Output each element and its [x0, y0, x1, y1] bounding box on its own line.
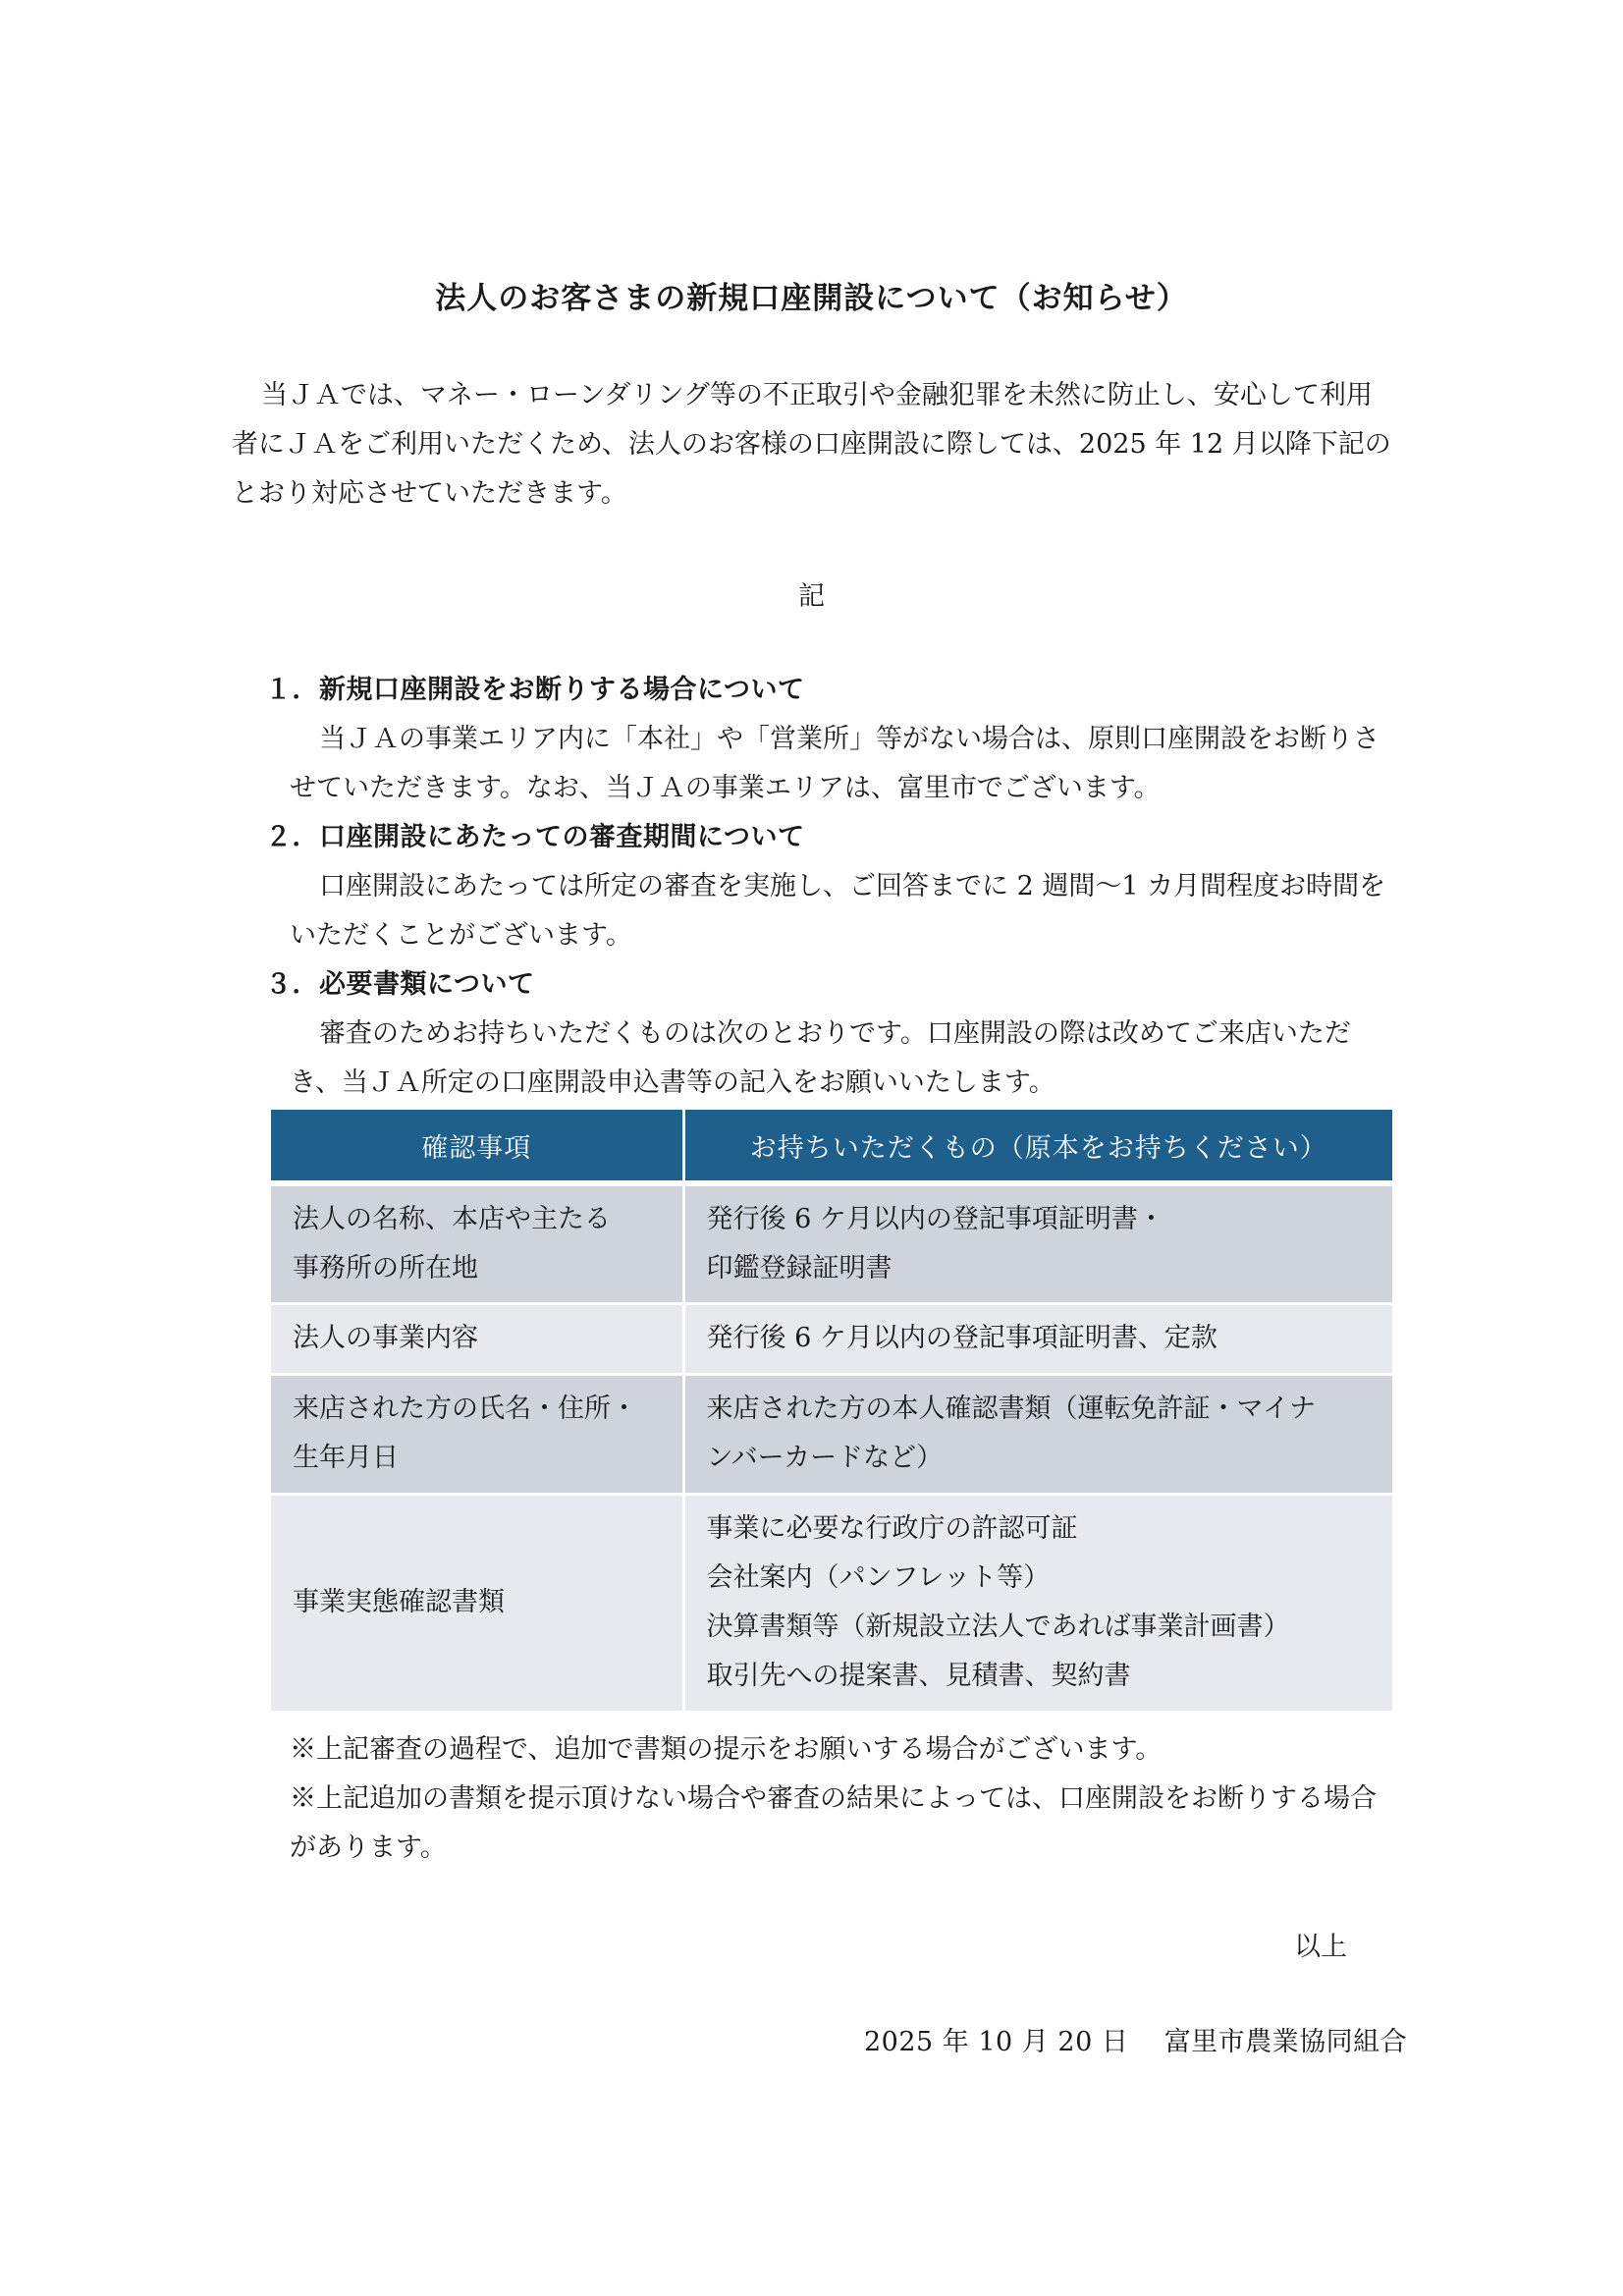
section-heading-1: １．新規口座開設をお断りする場合について [265, 675, 805, 705]
section-body-1: 当ＪＡの事業エリア内に「本社」や「営業所」等がない場合は、原則口座開設をお断りさせていただきます。なお、当ＪＡの事業エリアは、富里市でございます。 [290, 724, 1380, 803]
table-cell-item [271, 1494, 683, 1712]
table-header-documents: お持ちいただくもの（原本をお持ちください） [683, 1110, 1392, 1183]
note-2: ※上記追加の書類を提示頂けない場合や審査の結果によっては、口座開設をお断りする場合があります。 [290, 1783, 1377, 1863]
cell-line: ンバーカードなど） [706, 1443, 944, 1473]
required-documents-table [271, 1110, 1392, 1714]
section-heading-3: ３．必要書類について [265, 969, 535, 1000]
cell-line: 決算書類等（新規設立法人であれば事業計画書） [706, 1612, 1290, 1642]
ki-heading: 記 [798, 581, 825, 612]
cell-line: 来店された方の本人確認書類（運転免許証・マイナ [706, 1394, 1316, 1424]
cell-line: 法人の事業内容 [293, 1323, 478, 1353]
note-1: ※上記審査の過程で、追加で書類の提示をお願いする場合がございます。 [290, 1734, 1163, 1765]
table-row [271, 1374, 1392, 1494]
cell-line: 事業に必要な行政庁の許認可証 [706, 1513, 1078, 1544]
notes [290, 1725, 1399, 1873]
section-body-2: 口座開設にあたっては所定の審査を実施し、ご回答までに 2 週間～1 カ月間程度お時間をいただくことがございます。 [290, 871, 1386, 951]
cell-line: 取引先への提案書、見積書、契約書 [706, 1661, 1131, 1691]
table-cell-item [271, 1303, 683, 1374]
table-header-item: 確認事項 [271, 1110, 683, 1183]
footer-organization: 富里市農業協同組合 [1163, 2027, 1408, 2057]
cell-line: 来店された方の氏名・住所・ [293, 1394, 637, 1424]
intro-paragraph: 当ＪＡでは、マネー・ローンダリング等の不正取引や金融犯罪を未然に防止し、安心して利用者にＪＡをご利用いただくため、法人のお客様の口座開設に際しては、2025 年 12 月以降下記のとおり対応させていただきます。 [232, 380, 1391, 509]
table-cell-documents [683, 1494, 1392, 1712]
cell-line: 事業実態確認書類 [293, 1587, 505, 1617]
cell-line: 会社案内（パンフレット等） [706, 1562, 1051, 1593]
section-heading-2: ２．口座開設にあたっての審査期間について [265, 822, 805, 852]
footer-date: 2025 年 10 月 20 日 [864, 2027, 1129, 2057]
closing-ijou: 以上 [1294, 1932, 1347, 1962]
table-cell-documents [683, 1183, 1392, 1303]
cell-line: 法人の名称、本店や主たる [293, 1203, 611, 1234]
table-row [271, 1303, 1392, 1374]
table-cell-item [271, 1183, 683, 1303]
table-cell-documents [683, 1374, 1392, 1494]
table-cell-documents [683, 1303, 1392, 1374]
page-title: 法人のお客さまの新規口座開設について（お知らせ） [435, 281, 1188, 316]
section-body-3: 審査のためお持ちいただくものは次のとおりです。口座開設の際は改めてご来店いただき、当ＪＡ所定の口座開設申込書等の記入をお願いいたします。 [290, 1018, 1351, 1098]
cell-line: 発行後 6 ケ月以内の登記事項証明書・ [706, 1203, 1164, 1234]
footer [864, 2020, 1407, 2058]
cell-line: 生年月日 [293, 1443, 399, 1473]
table-cell-item [271, 1374, 683, 1494]
table-row [271, 1494, 1392, 1712]
cell-line: 事務所の所在地 [293, 1252, 478, 1284]
cell-line: 発行後 6 ケ月以内の登記事項証明書、定款 [706, 1323, 1217, 1353]
cell-line: 印鑑登録証明書 [706, 1252, 893, 1284]
table-header-row [271, 1110, 1392, 1183]
table-row [271, 1183, 1392, 1303]
